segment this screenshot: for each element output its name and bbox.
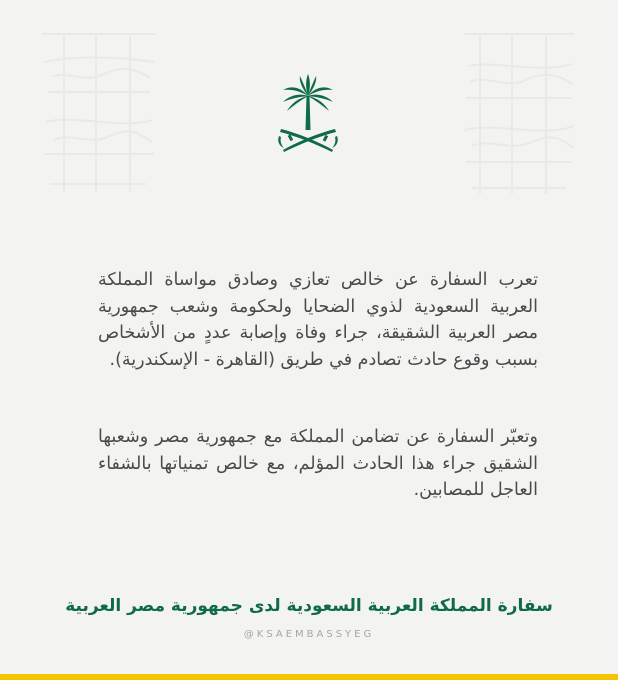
solidarity-paragraph-2: وتعبّر السفارة عن تضامن المملكة مع جمهورية مصر وشعبها الشقيق جراء هذا الحادث المؤلم، مع خالص تمنياتها بالشفاء العاجل للمصابين. <box>98 427 538 500</box>
calligraphy-watermark-left <box>34 22 164 197</box>
condolence-paragraph-1: تعرب السفارة عن خالص تعازي وصادق مواساة المملكة العربية السعودية لذوي الضحايا ولحكومة وشعب جمهورية مصر العربية الشقيقة، جراء وفاة وإصابة عددٍ من الأشخاص بسبب وقوع حادث تصادم في طريق (القاهرة - الإسكندرية). <box>98 270 538 370</box>
embassy-signature: سفارة المملكة العربية السعودية لدى جمهورية مصر العربية <box>65 596 553 616</box>
calligraphy-watermark-right <box>454 22 584 197</box>
gold-bottom-bar <box>0 674 618 680</box>
twitter-handle: @KSAEMBASSYEG <box>243 629 375 640</box>
saudi-emblem-icon <box>275 74 341 156</box>
